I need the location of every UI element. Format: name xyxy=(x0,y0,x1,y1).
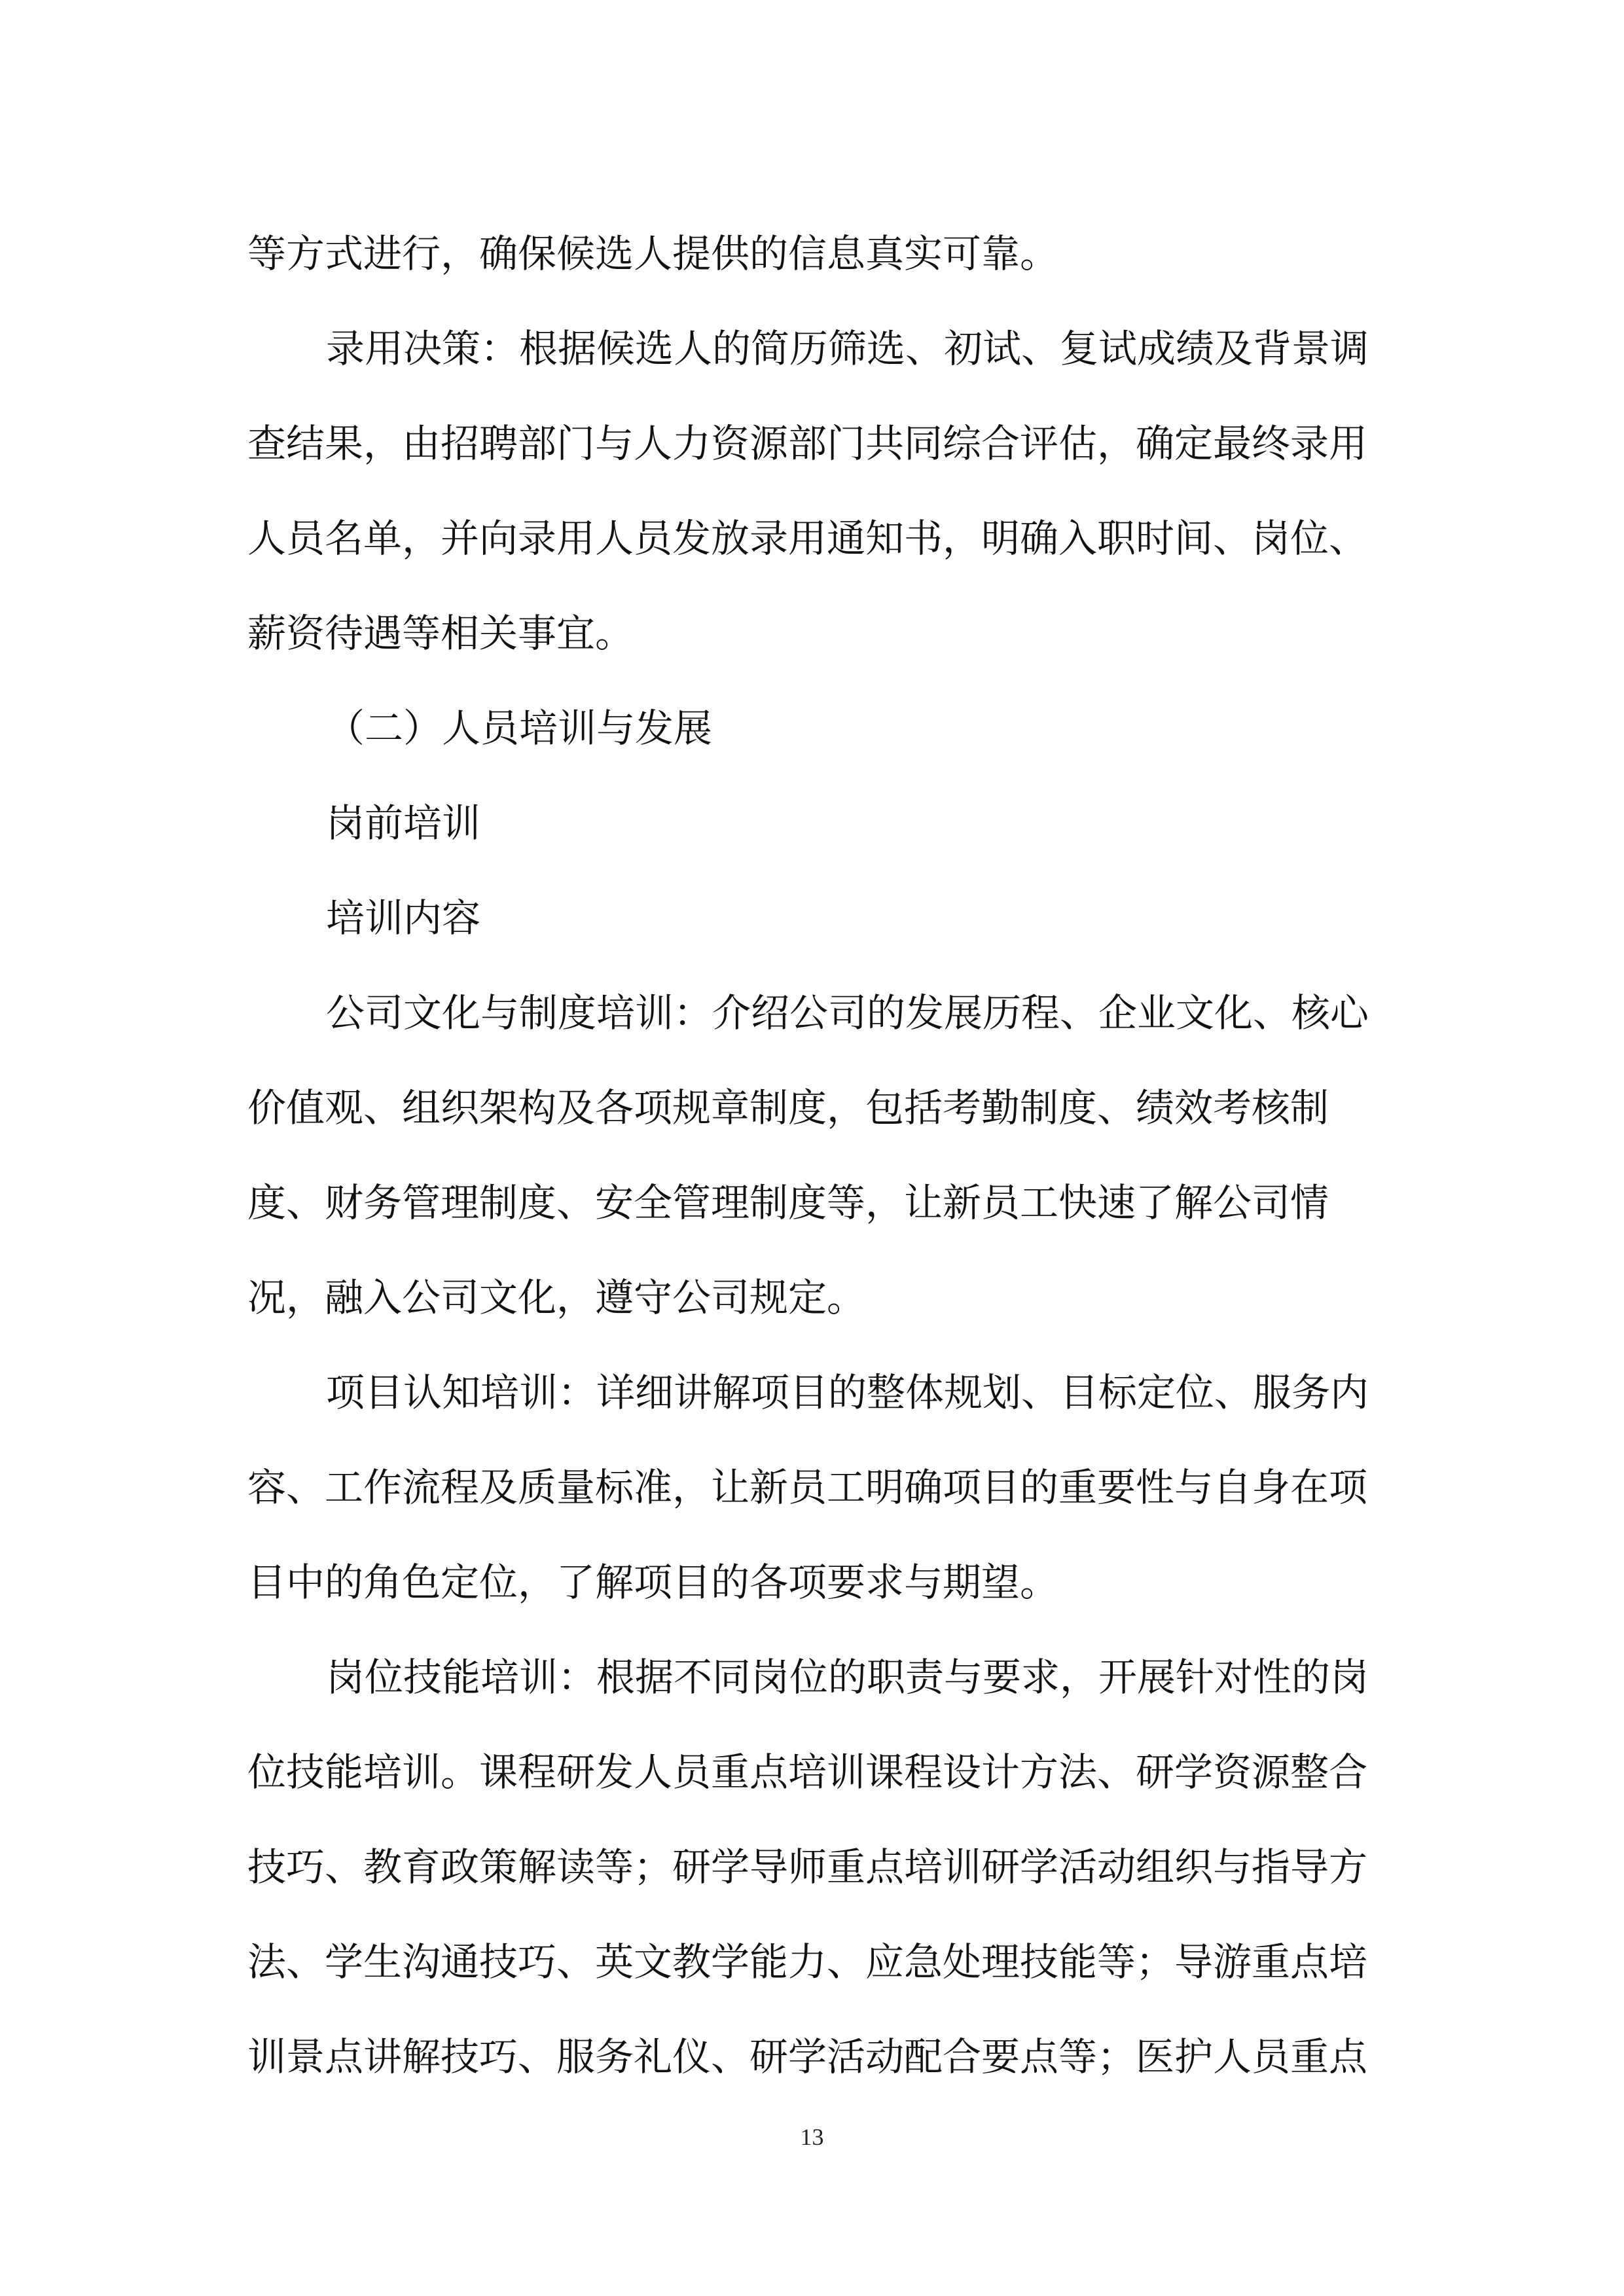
text-line: 度、财务管理制度、安全管理制度等，让新员工快速了解公司情 xyxy=(247,1180,1329,1225)
text-line: 薪资待遇等相关事宜。 xyxy=(247,611,634,656)
text-line: 技巧、教育政策解读等；研学导师重点培训研学活动组织与指导方 xyxy=(247,1844,1368,1890)
subsection-heading: 培训内容 xyxy=(326,895,481,941)
text-line: 人员名单，并向录用人员发放录用通知书，明确入职时间、岗位、 xyxy=(247,516,1368,561)
text-line: 查结果，由招聘部门与人力资源部门共同综合评估，确定最终录用 xyxy=(247,421,1368,466)
text-line: 训景点讲解技巧、服务礼仪、研学活动配合要点等；医护人员重点 xyxy=(247,2034,1368,2079)
page-number: 13 xyxy=(800,2124,824,2150)
text-line: 位技能培训。课程研发人员重点培训课程设计方法、研学资源整合 xyxy=(247,1749,1368,1795)
document-body xyxy=(247,206,1390,2104)
section-heading: （二）人员培训与发展 xyxy=(326,706,713,751)
text-line: 公司文化与制度培训：介绍公司的发展历程、企业文化、核心 xyxy=(326,990,1369,1035)
text-line: 岗位技能培训：根据不同岗位的职责与要求，开展针对性的岗 xyxy=(326,1655,1369,1700)
text-line: 容、工作流程及质量标准，让新员工明确项目的重要性与自身在项 xyxy=(247,1465,1368,1510)
text-line: 价值观、组织架构及各项规章制度，包括考勤制度、绩效考核制 xyxy=(247,1085,1329,1130)
text-line: 等方式进行，确保候选人提供的信息真实可靠。 xyxy=(247,231,1059,276)
text-line: 况，融入公司文化，遵守公司规定。 xyxy=(247,1275,866,1320)
text-line: 目中的角色定位，了解项目的各项要求与期望。 xyxy=(247,1560,1059,1605)
text-line: 录用决策：根据候选人的简历筛选、初试、复试成绩及背景调 xyxy=(326,326,1369,371)
text-line: 项目认知培训：详细讲解项目的整体规划、目标定位、服务内 xyxy=(326,1370,1369,1415)
subsection-heading: 岗前培训 xyxy=(326,800,481,846)
text-line: 法、学生沟通技巧、英文教学能力、应急处理技能等；导游重点培 xyxy=(247,1939,1368,1984)
